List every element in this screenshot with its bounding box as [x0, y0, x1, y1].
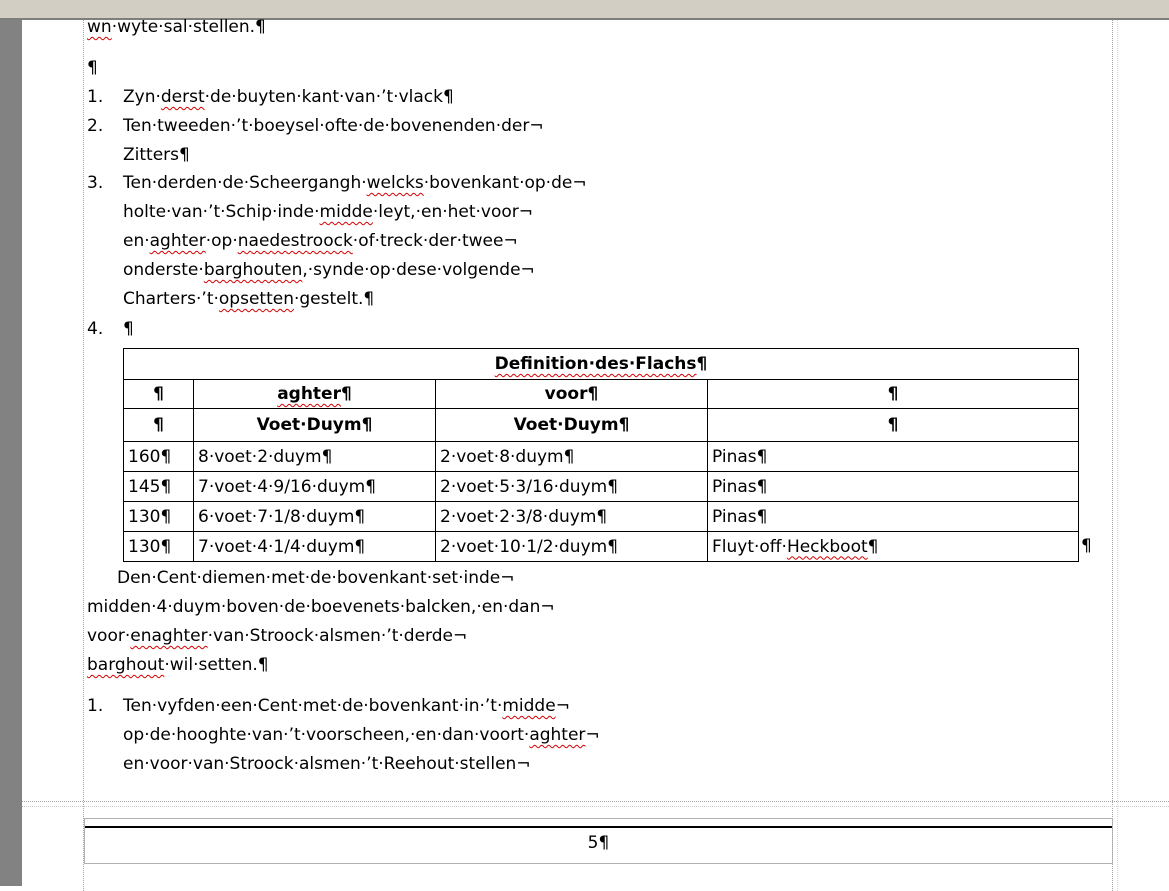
list-item[interactable] — [87, 315, 134, 344]
text-run: voor· — [87, 626, 131, 646]
table-cell[interactable] — [436, 472, 708, 502]
table-cell[interactable] — [194, 532, 436, 562]
table-cell[interactable] — [124, 502, 194, 532]
text-run: onderste· — [123, 260, 204, 280]
table-cell[interactable] — [436, 502, 708, 532]
misspelled-word: barghouten — [203, 260, 303, 280]
text-run: ·of·treck·der·twee¬ — [352, 231, 518, 251]
list-number: 2. — [87, 116, 104, 136]
misspelled-word: opsetten — [218, 289, 294, 309]
text-line[interactable] — [85, 832, 1112, 861]
list-item[interactable] — [87, 692, 600, 779]
text-run: ¶ — [87, 58, 98, 78]
list-number: 3. — [87, 173, 104, 193]
text-run: ¶ — [887, 384, 899, 404]
definition-table[interactable] — [123, 348, 1079, 562]
text-run: op·de·hooghte·van·’t·voorscheen,·en·dan·voort· — [123, 725, 530, 745]
list-item[interactable] — [87, 169, 587, 314]
text-run: ·bovenkant·op·de¬ — [423, 173, 587, 193]
text-run: ¶ — [867, 536, 879, 557]
misspelled-word: enaghter — [130, 626, 208, 646]
text-boundary-left — [83, 20, 84, 891]
misspelled-word: aghter — [529, 725, 586, 745]
text-run: Voet·Duym¶ — [256, 415, 373, 435]
table-cell[interactable] — [124, 409, 194, 442]
misspelled-word: aghter — [149, 231, 206, 251]
table-cell[interactable] — [436, 532, 708, 562]
table-cell[interactable] — [124, 532, 194, 562]
text-run: ¬ — [585, 725, 600, 745]
table-cell[interactable] — [194, 409, 436, 442]
text-run: 7·voet·4·1/4·duym¶ — [198, 536, 366, 557]
text-run: ·de·buyten·kant·van·’t·vlack¶ — [204, 87, 454, 107]
text-line[interactable] — [123, 750, 600, 779]
text-run: ¶ — [340, 384, 352, 404]
empty-paragraph[interactable] — [87, 54, 98, 83]
text-run: 130¶ — [128, 536, 172, 557]
text-run: ·leyt,·en·het·voor¬ — [372, 202, 534, 222]
table-cell[interactable] — [436, 380, 708, 409]
text-run: en·voor·van·Stroock·alsmen·’t·Reehout·stellen¬ — [123, 754, 531, 774]
list-item-text — [123, 169, 587, 314]
table-cell[interactable] — [194, 472, 436, 502]
text-run: 130¶ — [128, 506, 172, 527]
text-run: ·van·Stroock·alsmen·’t·derde¬ — [207, 626, 468, 646]
misspelled-word: wn — [87, 17, 112, 37]
table-cell[interactable] — [708, 472, 1079, 502]
footer-rule — [85, 826, 1112, 828]
table-cell[interactable] — [708, 409, 1079, 442]
text-run: Ten·vyfden·een·Cent·met·de·bovenkant·in·’t· — [123, 696, 503, 716]
text-run: ¶ — [153, 384, 164, 404]
misspelled-word: Definition·des·Flachs — [494, 354, 697, 374]
text-line[interactable] — [123, 692, 600, 721]
text-boundary-bottom — [22, 801, 1169, 802]
text-run: Pinas¶ — [712, 476, 768, 497]
text-line[interactable] — [123, 169, 587, 198]
text-run: Zitters¶ — [123, 145, 190, 165]
text-line[interactable] — [123, 285, 587, 314]
text-line[interactable] — [87, 593, 555, 622]
list-number: 1. — [87, 87, 104, 107]
table-cell[interactable] — [124, 472, 194, 502]
text-run: ·gestelt.¶ — [293, 289, 375, 309]
text-run: 145¶ — [128, 476, 172, 497]
text-run: Zyn· — [123, 87, 161, 107]
text-run: voor¶ — [544, 384, 599, 404]
text-run: ·wil·setten.¶ — [164, 655, 269, 675]
list-item[interactable] — [87, 83, 454, 112]
table-cell[interactable] — [124, 349, 1079, 380]
footer-area[interactable] — [84, 818, 1113, 864]
text-run: ¶ — [696, 354, 708, 374]
table-cell[interactable] — [436, 442, 708, 472]
text-run: holte·van·’t·Schip·inde· — [123, 202, 320, 222]
text-run: 2·voet·5·3/16·duym¶ — [440, 476, 619, 497]
list-number: 1. — [87, 696, 104, 716]
text-line[interactable] — [123, 198, 587, 227]
page-number — [85, 832, 1112, 861]
table-cell[interactable] — [708, 442, 1079, 472]
text-run: 8·voet·2·duym¶ — [198, 446, 333, 467]
text-run: Pinas¶ — [712, 446, 768, 467]
text-line[interactable] — [123, 315, 134, 344]
text-boundary-right — [1112, 20, 1113, 891]
text-boundary-footer — [22, 806, 1169, 807]
text-line[interactable] — [87, 651, 555, 680]
misspelled-word: naedestroock — [237, 231, 353, 251]
table-cell[interactable] — [708, 532, 1079, 562]
text-line[interactable] — [87, 622, 555, 651]
list-number: 4. — [87, 319, 104, 339]
table-cell[interactable] — [124, 380, 194, 409]
paragraph[interactable] — [87, 13, 266, 42]
text-run: 2·voet·2·3/8·duym¶ — [440, 506, 608, 527]
paragraph[interactable] — [87, 564, 555, 680]
text-run: 2·voet·8·duym¶ — [440, 446, 575, 467]
misspelled-word: midde — [502, 696, 556, 716]
list-item-text — [123, 112, 544, 170]
table-cell[interactable] — [194, 442, 436, 472]
table-cell[interactable] — [436, 409, 708, 442]
misspelled-word: midde — [319, 202, 373, 222]
text-line[interactable] — [123, 141, 544, 170]
list-item-text — [123, 315, 134, 344]
misspelled-word: aghter — [277, 384, 341, 404]
text-run: Pinas¶ — [712, 506, 768, 527]
text-line[interactable] — [87, 564, 555, 593]
text-line[interactable] — [123, 256, 587, 285]
text-boundary-right-faint — [1117, 20, 1118, 891]
text-line[interactable] — [87, 54, 98, 83]
table-cell[interactable] — [124, 442, 194, 472]
text-line[interactable] — [123, 227, 587, 256]
table-cell[interactable] — [194, 502, 436, 532]
text-run: ·op· — [205, 231, 238, 251]
misspelled-word: welcks — [366, 173, 424, 193]
text-run: 7·voet·4·9/16·duym¶ — [198, 476, 377, 497]
text-run: Charters·’t· — [123, 289, 219, 309]
misspelled-word: Heckboot — [786, 536, 868, 557]
pasteboard-left — [0, 20, 22, 886]
text-run: ,·synde·op·dese·volgende¬ — [302, 260, 535, 280]
text-run: 160¶ — [128, 446, 172, 467]
list-item[interactable] — [87, 112, 544, 170]
misspelled-word: derst — [160, 87, 205, 107]
table-cell[interactable] — [708, 380, 1079, 409]
text-run: en· — [123, 231, 150, 251]
text-line[interactable] — [123, 721, 600, 750]
text-run: Voet·Duym¶ — [513, 415, 630, 435]
end-of-row-mark: ¶ — [1081, 536, 1092, 556]
text-line[interactable] — [87, 13, 266, 42]
list-item-text — [123, 83, 454, 112]
text-run: Fluyt·off· — [712, 536, 787, 557]
table-cell[interactable] — [708, 502, 1079, 532]
text-run: ¶ — [887, 415, 899, 435]
text-run: 5¶ — [587, 833, 610, 853]
text-run: ·wyte·sal·stellen.¶ — [111, 17, 266, 37]
list-item-text — [123, 692, 600, 779]
text-run: ¬ — [555, 696, 570, 716]
text-run: ¶ — [153, 415, 164, 435]
text-run: Den·Cent·diemen·met·de·bovenkant·set·inde¬ — [117, 568, 515, 588]
text-run: 2·voet·10·1/2·duym¶ — [440, 536, 619, 557]
text-line[interactable] — [123, 112, 544, 141]
text-run: 6·voet·7·1/8·duym¶ — [198, 506, 366, 527]
text-run: Ten·tweeden·’t·boeysel·ofte·de·bovenenden·der¬ — [123, 116, 544, 136]
table-cell[interactable] — [194, 380, 436, 409]
text-line[interactable] — [123, 83, 454, 112]
misspelled-word: barghout — [87, 655, 165, 675]
text-run: Ten·derden·de·Scheergangh· — [123, 173, 367, 193]
text-run: ¶ — [123, 319, 134, 339]
text-run: midden·4·duym·boven·de·boevenets·balcken,·en·dan¬ — [87, 597, 555, 617]
